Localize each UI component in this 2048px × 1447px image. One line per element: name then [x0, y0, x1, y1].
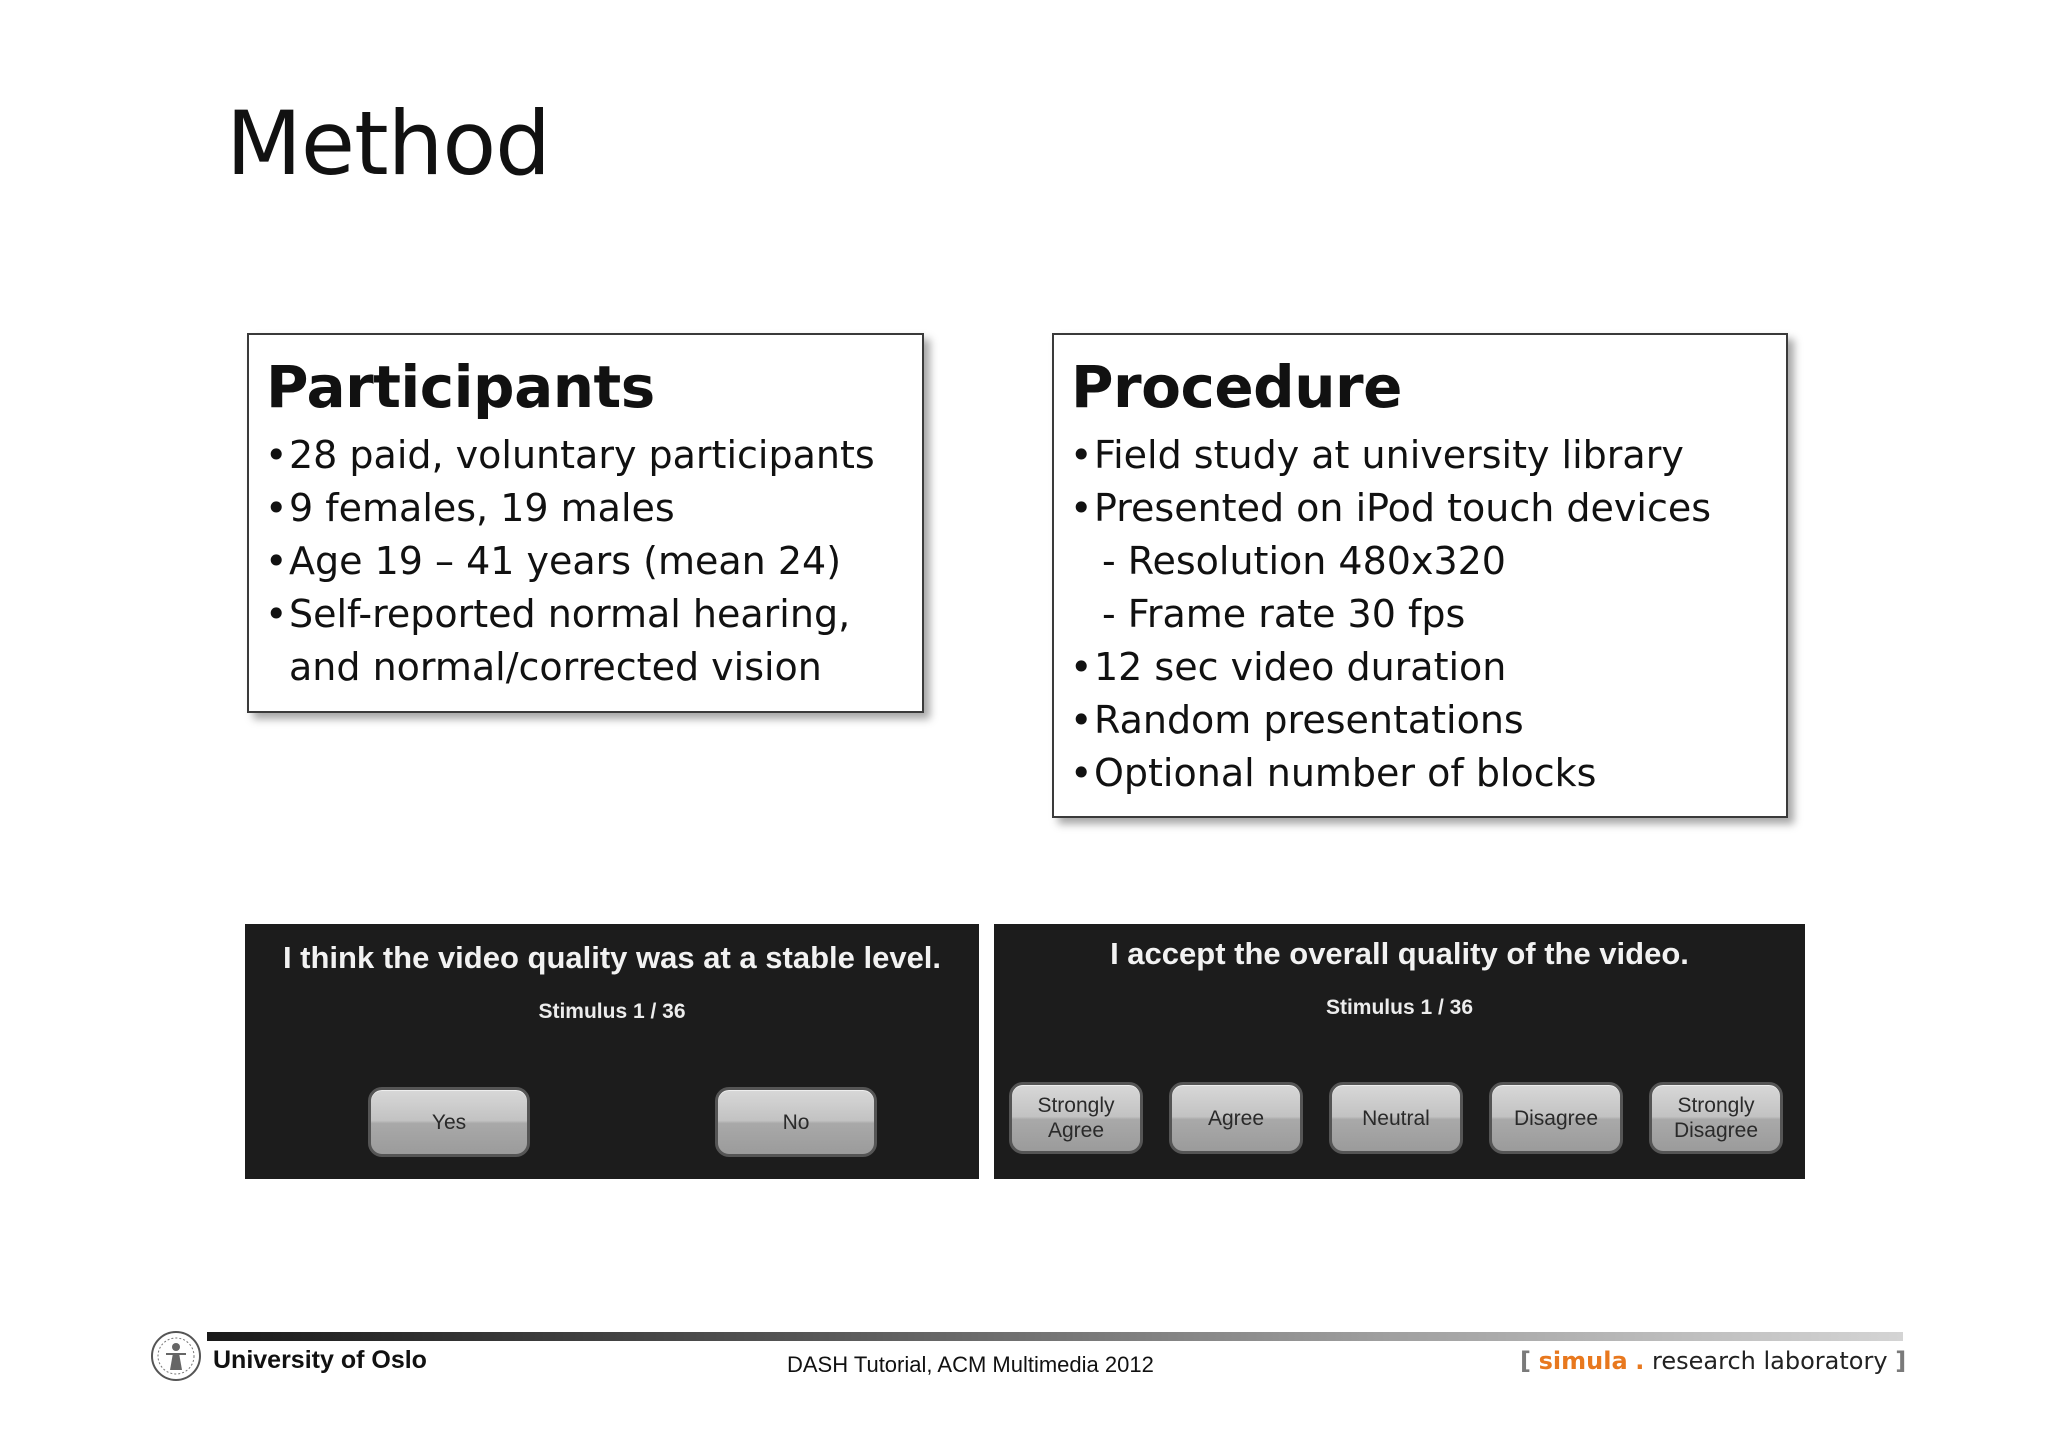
list-item: •Self-reported normal hearing, [265, 588, 912, 641]
strongly-agree-button[interactable]: Strongly Agree [1009, 1082, 1143, 1154]
participants-heading: Participants [266, 353, 655, 421]
bullet-icon: • [265, 592, 288, 636]
sub-list-item: - Resolution 480x320 [1102, 539, 1506, 583]
rating-screen-yes-no [245, 924, 979, 1179]
rating-screen-likert [994, 924, 1805, 1179]
procedure-heading: Procedure [1071, 353, 1402, 421]
bullet-icon: • [1070, 751, 1093, 795]
participants-card [247, 333, 924, 713]
bullet-icon: • [265, 539, 288, 583]
list-item: •9 females, 19 males [265, 482, 912, 535]
list-item: •Random presentations [1070, 694, 1776, 747]
strongly-disagree-button[interactable]: Strongly Disagree [1649, 1082, 1783, 1154]
participants-list [265, 429, 912, 694]
simula-logo: [ simula . research laboratory ] [1520, 1347, 1907, 1375]
list-item: •12 sec video duration [1070, 641, 1776, 694]
question-text: I think the video quality was at a stable level. [282, 940, 942, 975]
sub-list-item: - Frame rate 30 fps [1102, 592, 1466, 636]
footer-divider [207, 1332, 1903, 1341]
footer-event: DASH Tutorial, ACM Multimedia 2012 [787, 1352, 1154, 1377]
procedure-list [1070, 429, 1776, 800]
list-item: •28 paid, voluntary participants [265, 429, 912, 482]
list-item: •Age 19 – 41 years (mean 24) [265, 535, 912, 588]
slide-title: Method [226, 92, 551, 195]
stimulus-counter: Stimulus 1 / 36 [538, 1000, 686, 1023]
list-item: •Optional number of blocks [1070, 747, 1776, 800]
bullet-icon: • [1070, 645, 1093, 689]
list-item: •Presented on iPod touch devices [1070, 482, 1776, 535]
agree-button[interactable]: Agree [1169, 1082, 1303, 1154]
bullet-icon: • [1070, 698, 1093, 742]
yes-button[interactable]: Yes [368, 1087, 530, 1157]
list-item: •Field study at university library [1070, 429, 1776, 482]
procedure-card [1052, 333, 1788, 818]
bullet-icon: • [265, 433, 288, 477]
bullet-icon: • [1070, 433, 1093, 477]
university-seal-icon [150, 1330, 202, 1382]
bullet-icon: • [1070, 486, 1093, 530]
disagree-button[interactable]: Disagree [1489, 1082, 1623, 1154]
university-name: University of Oslo [213, 1346, 427, 1374]
stimulus-counter: Stimulus 1 / 36 [1325, 996, 1474, 1019]
neutral-button[interactable]: Neutral [1329, 1082, 1463, 1154]
question-text: I accept the overall quality of the video. [1110, 936, 1689, 971]
bullet-icon: • [265, 486, 288, 530]
no-button[interactable]: No [715, 1087, 877, 1157]
list-item-continuation: and normal/corrected vision [289, 645, 822, 689]
